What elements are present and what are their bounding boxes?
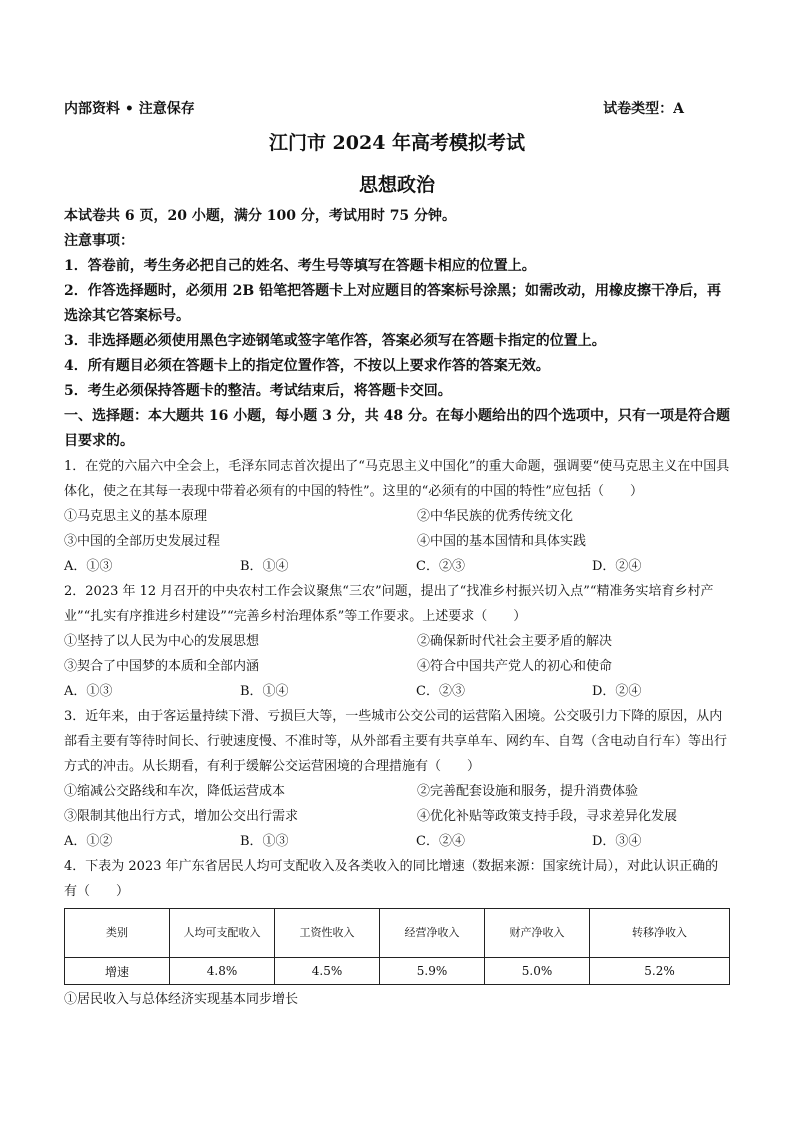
answer-choice: A．①③ bbox=[64, 559, 113, 574]
option-item: ③中国的全部历史发展过程 bbox=[64, 534, 221, 549]
table-header-cell: 人均可支配收入 bbox=[170, 909, 275, 958]
question-1-options bbox=[64, 504, 730, 554]
table-header-cell: 工资性收入 bbox=[275, 909, 380, 958]
notice-item: 2．作答选择题时，必须用 2B 铅笔把答题卡上对应题目的答案标号涂黑；如需改动，用橡皮擦干净后，再选涂其它答案标号。 bbox=[64, 283, 722, 324]
subject-title: 思想政治 bbox=[358, 174, 435, 196]
notice-item: 3．非选择题必须使用黑色字迹钢笔或签字笔作答，答案必须写在答题卡指定的位置上。 bbox=[64, 333, 606, 349]
question-2-stem: 2．2023 年 12 月召开的中央农村工作会议聚焦“三农”问题，提出了“找准乡村振兴切入点”“精准务实培育乡村产业”“扎实有序推进乡村建设”“完善乡村治理体系”等工作要求。上述要求（ ） bbox=[64, 584, 714, 624]
table-row bbox=[65, 958, 730, 985]
answer-choice: B．①④ bbox=[240, 559, 289, 574]
question-4-option: ①居民收入与总体经济实现基本同步增长 bbox=[64, 992, 299, 1007]
exam-content bbox=[64, 204, 730, 1012]
table-header-cell: 类别 bbox=[65, 909, 170, 958]
option-item: ④中国的基本国情和具体实践 bbox=[417, 534, 587, 549]
question-3-stem: 3．近年来，由于客运量持续下滑、亏损巨大等，一些城市公交公司的运营陷入困境。公交吸引力下降的原因，从内部看主要有等待时间长、行驶速度慢、不准时等，从外部看主要有共享单车、网约车、自驾（含电动自行车）等出行方式的冲击。从长期看，有利于缓解公交运营困境的合理措施有（ ） bbox=[64, 709, 728, 774]
table-cell: 5.2% bbox=[590, 958, 730, 985]
question-2-answers bbox=[64, 679, 730, 704]
notice-item: 4．所有题目必须在答题卡上的指定位置作答，不按以上要求作答的答案无效。 bbox=[64, 358, 550, 374]
question-4-stem: 4．下表为 2023 年广东省居民人均可支配收入及各类收入的同比增速（数据来源：国家统计局），对此认识正确的有（ ） bbox=[64, 859, 719, 899]
option-item: ①缩减公交路线和车次，降低运营成本 bbox=[64, 784, 286, 799]
question-3-options bbox=[64, 779, 730, 829]
question-2-options bbox=[64, 629, 730, 679]
table-header-row bbox=[65, 909, 730, 958]
table-header-cell: 经营净收入 bbox=[380, 909, 485, 958]
answer-choice: D．②④ bbox=[592, 559, 642, 574]
question-3-answers bbox=[64, 829, 730, 854]
notice-item: 1．答卷前，考生务必把自己的姓名、考生号等填写在答题卡相应的位置上。 bbox=[64, 258, 536, 274]
answer-choice: C．②④ bbox=[416, 834, 465, 849]
answer-choice: C．②③ bbox=[416, 559, 465, 574]
answer-choice: D．②④ bbox=[592, 684, 642, 699]
answer-choice: D．③④ bbox=[592, 834, 642, 849]
answer-choice: B．①③ bbox=[240, 834, 289, 849]
table-cell: 4.5% bbox=[275, 958, 380, 985]
table-cell: 增速 bbox=[65, 958, 170, 985]
exam-title: 江门市 2024 年高考模拟考试 bbox=[268, 132, 526, 154]
table-cell: 4.8% bbox=[170, 958, 275, 985]
option-item: ②中华民族的优秀传统文化 bbox=[417, 509, 574, 524]
option-item: ④优化补贴等政策支持手段，寻求差异化发展 bbox=[417, 809, 678, 824]
option-item: ②确保新时代社会主要矛盾的解决 bbox=[417, 634, 613, 649]
answer-choice: A．①③ bbox=[64, 684, 113, 699]
option-item: ②完善配套设施和服务，提升消费体验 bbox=[417, 784, 639, 799]
option-item: ①马克思主义的基本原理 bbox=[64, 509, 208, 524]
table-header-cell: 财产净收入 bbox=[485, 909, 590, 958]
option-item: ③契合了中国梦的本质和全部内涵 bbox=[64, 659, 260, 674]
option-item: ③限制其他出行方式，增加公交出行需求 bbox=[64, 809, 299, 824]
table-cell: 5.9% bbox=[380, 958, 485, 985]
answer-choice: C．②③ bbox=[416, 684, 465, 699]
header-paper-type: 试卷类型：A bbox=[603, 101, 684, 117]
table-cell: 5.0% bbox=[485, 958, 590, 985]
header-confidential: 内部资料 • 注意保存 bbox=[64, 101, 195, 117]
section-heading: 一、选择题：本大题共 16 小题，每小题 3 分，共 48 分。在每小题给出的四个选项中，只有一项是符合题目要求的。 bbox=[64, 408, 730, 449]
option-item: ①坚持了以人民为中心的发展思想 bbox=[64, 634, 260, 649]
income-growth-table bbox=[64, 908, 730, 985]
option-item: ④符合中国共产党人的初心和使命 bbox=[417, 659, 613, 674]
notice-title: 注意事项： bbox=[64, 233, 134, 249]
question-1-answers bbox=[64, 554, 730, 579]
answer-choice: B．①④ bbox=[240, 684, 289, 699]
notice-item: 5．考生必须保持答题卡的整洁。考试结束后，将答题卡交回。 bbox=[64, 383, 452, 399]
table-header-cell: 转移净收入 bbox=[590, 909, 730, 958]
intro-line: 本试卷共 6 页，20 小题，满分 100 分，考试用时 75 分钟。 bbox=[64, 208, 457, 224]
answer-choice: A．①② bbox=[64, 834, 113, 849]
question-1-stem: 1．在党的六届六中全会上，毛泽东同志首次提出了“马克思主义中国化”的重大命题，强调要“使马克思主义在中国具体化，使之在其每一表现中带着必须有的中国的特性”。这里的“必须有的中国的特性”应包括（ ） bbox=[64, 459, 730, 499]
